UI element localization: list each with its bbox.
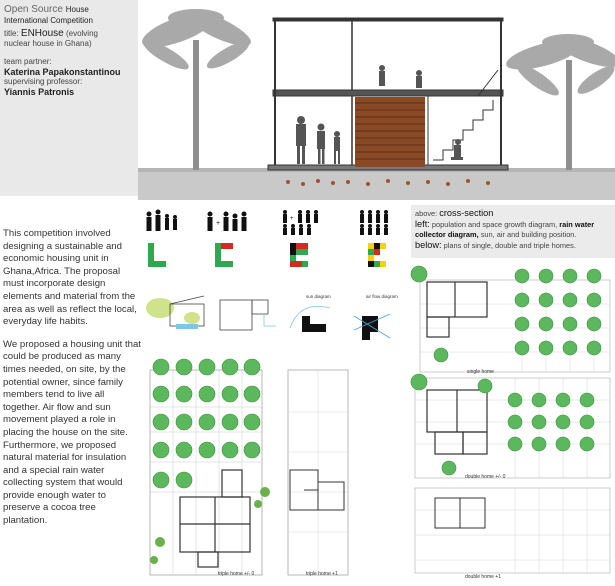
house-label: House (65, 5, 89, 14)
svg-text:+: + (290, 216, 294, 222)
team-partner-name: Katerina Papakonstantinou (4, 67, 121, 77)
triple-home-upper-plan (288, 370, 348, 577)
single-double-home-plans (405, 260, 615, 586)
title-suffix-2: nuclear house in Ghana) (4, 39, 92, 48)
rain-water-collector-diagram (146, 296, 204, 329)
growth-diagram (140, 203, 410, 273)
growth-block-4 (368, 243, 386, 267)
description-paragraph-3: Furthermore, we proposed natural material for insulation and a special rain water collecting system that would provide enough water to preserve a cocoa tree plantation. (3, 439, 127, 527)
sun-diagram-label: sun diagram (306, 294, 331, 299)
double-home-ground-label: double home +/- 0 (465, 474, 506, 480)
caption-below (415, 240, 611, 251)
double-home-upper-label: double home +1 (465, 574, 502, 580)
svg-text:+: + (216, 220, 221, 227)
caption-left-bold: rain water collector diagram, (415, 220, 595, 239)
caption-left-text: population and space growth diagram, (431, 220, 558, 229)
environment-diagrams (140, 286, 410, 356)
caption-left-label: left: (415, 219, 430, 229)
staircase (433, 70, 498, 160)
caption-below-text: plans of single, double and triple homes. (443, 241, 576, 250)
description-paragraph-2: We proposed a housing unit that could be produced as many times needed, on site, by the potential owner, since family members tend to live all together. Air flow and sun movement played a role in placing the house on the site. (3, 338, 141, 438)
caption-above-label: above: (415, 209, 438, 218)
single-home-label: single home (467, 369, 494, 375)
description-text (3, 228, 141, 538)
project-title: ENHouse (20, 28, 64, 39)
team-partner-label: team partner: (4, 57, 52, 66)
triple-home-ground-plan (150, 359, 270, 577)
open-source-label: Open Source (4, 4, 63, 15)
description-paragraph-1: This competition involved designing a sustainable and economic housing unit in Ghana,Africa. The proposal must incorporate design elements and material from the area as well as reflect the local, everyday life habits. (3, 228, 137, 328)
house-plan-sketch (220, 300, 276, 330)
info-heading (4, 4, 134, 16)
double-home-ground-plan (411, 374, 610, 480)
caption-panel (411, 205, 615, 258)
title-suffix: (evolving (65, 29, 98, 38)
caption-left-text-2: sun, air and building position. (480, 230, 577, 239)
single-home-plan (411, 266, 610, 375)
caption-above (415, 208, 611, 219)
caption-below-label: below: (415, 240, 442, 250)
supervisor-label: supervising professor: (4, 77, 83, 86)
sun-diagram (290, 294, 331, 332)
title-row (4, 29, 134, 39)
caption-above-text: cross-section (439, 208, 494, 218)
tree-grid-triple (153, 359, 260, 488)
competition-label: International Competition (4, 16, 93, 25)
palm-tree-left (138, 4, 255, 170)
triple-home-upper-label: triple home +1 (306, 571, 338, 577)
caption-left (415, 219, 611, 240)
air-flow-diagram (354, 294, 398, 340)
title-label: title: (4, 29, 19, 38)
palm-tree-right (503, 31, 615, 170)
air-flow-diagram-label: air flow diagram (366, 294, 398, 299)
growth-block-1 (148, 243, 166, 267)
double-home-upper-plan (415, 488, 610, 580)
wood-slat-wall (355, 97, 425, 167)
triple-home-ground-label: triple home +/- 0 (218, 571, 255, 577)
supervisor-name: Yiannis Patronis (4, 87, 75, 97)
growth-block-2 (215, 243, 233, 267)
info-panel (0, 0, 138, 196)
cross-section-drawing (138, 0, 615, 200)
triple-home-plans (140, 352, 405, 584)
growth-block-3 (290, 243, 308, 267)
family-silhouettes (147, 210, 389, 236)
